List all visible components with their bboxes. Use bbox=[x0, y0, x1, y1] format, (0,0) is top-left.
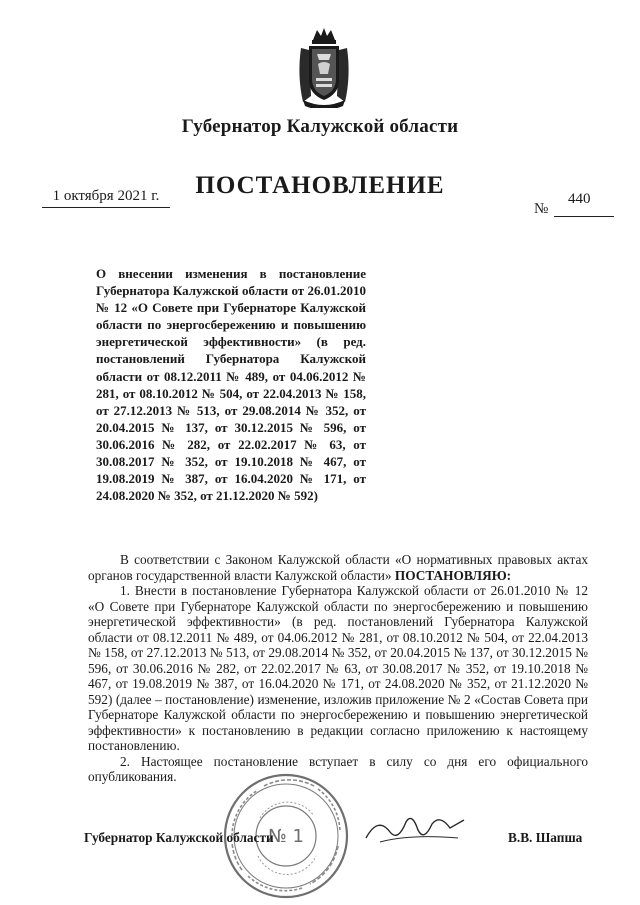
item-2-paragraph: 2. Настоящее постановление вступает в силу со дня его официального опубликования. bbox=[88, 753, 588, 784]
number-value: 440 bbox=[568, 191, 591, 207]
preamble-paragraph bbox=[88, 552, 588, 583]
issuer-title: Губернатор Калужской области bbox=[181, 116, 459, 137]
document-type-title: ПОСТАНОВЛЕНИЕ bbox=[195, 172, 445, 199]
preamble-text: В соответствии с Законом Калужской области «О нормативных правовых актах органов государственной власти Калужской области» bbox=[88, 552, 588, 583]
handwritten-signature bbox=[360, 808, 470, 848]
signatory-position: Губернатор Калужской области bbox=[84, 830, 274, 845]
resolve-keyword: ПОСТАНОВЛЯЮ: bbox=[394, 567, 512, 583]
document-body bbox=[88, 552, 588, 785]
number-sign: № bbox=[534, 201, 549, 217]
signatory-name: В.В. Шапша bbox=[508, 830, 583, 845]
document-subject: О внесении изменения в постановление Губернатора Калужской области от 26.01.2010 № 12 «О Совете при Губернаторе Калужской области по энергосбережению и повышению энергетической эффективности» (в ред. постановлений Губернатора Калужской области от 08.12.2011 № 489, от 04.06.2012 № 281, от 08.10.2012 № 504, от 22.04.2013 № 158, от 27.12.2013 № 513, от 29.08.2014 № 352, от 20.04.2015 № 137, от 30.12.2015 № 596, от 30.06.2016 № 282, от 22.02.2017 № 63, от 30.08.2017 № 352, от 19.10.2018 № 467, от 19.08.2019 № 387, от 16.04.2020 № 171, от 24.08.2020 № 352, от 21.12.2020 № 592) bbox=[96, 266, 366, 504]
document-date: 1 октября 2021 г. bbox=[42, 188, 170, 208]
item-1-paragraph: 1. Внести в постановление Губернатора Калужской области от 26.01.2010 № 12 «О Совете при Губернаторе Калужской области по энергосбережению и повышению энергетической эффективности» (в ред. постановлений Губернатора Калужской области от 08.12.2011 № 489, от 04.06.2012 № 281, от 08.10.2012 № 504, от 22.04.2013 № 158, от 27.12.2013 № 513, от 29.08.2014 № 352, от 20.04.2015 № 137, от 30.12.2015 № 596, от 30.06.2016 № 282, от 22.02.2017 № 63, от 30.08.2017 № 352, от 19.10.2018 № 467, от 19.08.2019 № 387, от 16.04.2020 № 171, от 24.08.2020 № 352, от 21.12.2020 № 592) (далее – постановление) изменение, изложив приложение № 2 «Состав Совета при Губернаторе Калужской области по энергосбережению и повышению энергетической эффективности» к постановлению в редакции согласно приложению к настоящему постановлению. bbox=[88, 583, 588, 753]
number-underline bbox=[554, 216, 614, 217]
stamp-number: № 1 bbox=[268, 826, 304, 847]
coat-of-arms-emblem bbox=[293, 26, 355, 108]
document-number bbox=[534, 191, 614, 221]
